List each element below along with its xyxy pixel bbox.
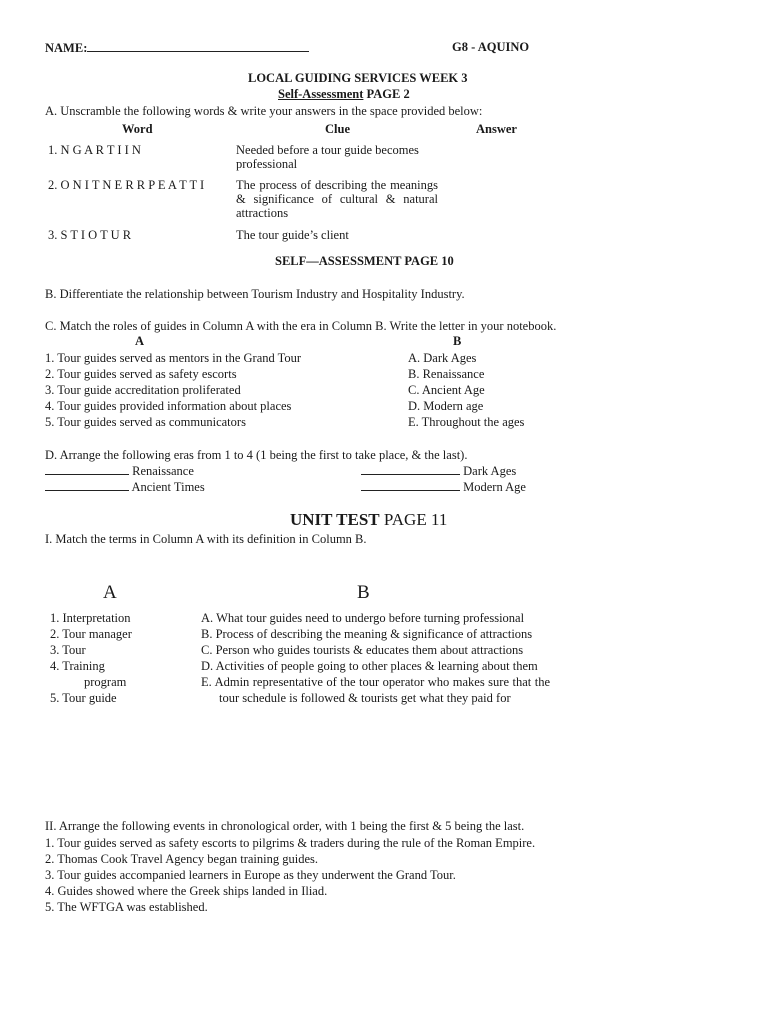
unit-test-title-page: PAGE 11 [379, 510, 448, 529]
era-label: Dark Ages [463, 464, 517, 478]
list-item: 1. Tour guides served as safety escorts to pilgrims & traders during the rule of the Roman Empire. [45, 836, 536, 850]
era-item-modern-age [361, 479, 526, 495]
unit-test-definitions [183, 610, 550, 706]
clue-2: The process of describing the meanings & significance of cultural & natural attractions [236, 178, 438, 220]
col-clue-header: Clue [325, 122, 350, 136]
unit-test-title-main: UNIT TEST [290, 510, 380, 529]
era-label: Modern Age [463, 480, 526, 494]
subtitle-underlined: Self-Assessment [278, 87, 364, 101]
definition-letter: C. [201, 643, 213, 657]
list-item: 2. Tour manager [50, 627, 132, 641]
list-item: 3. Tour guide accreditation proliferated [45, 383, 241, 397]
list-item: A. Dark Ages [408, 351, 477, 365]
subtitle-rest: PAGE 2 [363, 87, 410, 101]
list-item: C. Ancient Age [408, 383, 485, 397]
definition-letter: E. [201, 675, 212, 689]
col-answer-header: Answer [476, 122, 517, 136]
section-c-column-a [45, 350, 301, 430]
section-a-instruction: A. Unscramble the following words & write your answers in the space provided below: [45, 104, 483, 118]
definition-item [183, 674, 550, 706]
section-d-instruction: D. Arrange the following eras from 1 to 4 (1 being the first to take place, & the last). [45, 448, 468, 462]
definition-text: Admin representative of the tour operator who makes sure that the tour schedule is followed & tourists get what they paid for [214, 675, 550, 705]
unit-test-title [290, 510, 447, 530]
list-item: 3. Tour [50, 643, 86, 657]
unit-test-col-b: B [357, 582, 370, 603]
name-field [45, 40, 309, 56]
definition-item [183, 642, 550, 658]
era-label: Ancient Times [131, 480, 205, 494]
definition-letter: D. [201, 659, 214, 673]
definition-text: Person who guides tourists & educates them about attractions [215, 643, 524, 657]
definition-item [183, 626, 550, 642]
era-label: Renaissance [132, 464, 194, 478]
scramble-word-2: 2. O N I T N E R R P E A T T I [48, 178, 205, 192]
name-label: NAME: [45, 41, 88, 55]
list-item: program [84, 675, 127, 689]
doc-title: LOCAL GUIDING SERVICES WEEK 3 [248, 71, 468, 85]
answer-blank [361, 463, 460, 475]
definition-text: Activities of people going to other places & learning about them [215, 659, 538, 673]
unit-test-instruction: I. Match the terms in Column A with its definition in Column B. [45, 532, 367, 546]
unit-test-terms [50, 610, 132, 706]
era-item-renaissance [45, 463, 194, 479]
unit-test-col-a: A [103, 582, 117, 603]
section-b-instruction: B. Differentiate the relationship between Tourism Industry and Hospitality Industry. [45, 287, 465, 301]
list-item: E. Throughout the ages [408, 415, 525, 429]
answer-blank [361, 479, 460, 491]
list-item: 2. Tour guides served as safety escorts [45, 367, 237, 381]
self-assessment-10-heading: SELF—ASSESSMENT PAGE 10 [275, 254, 454, 268]
name-blank [87, 40, 309, 52]
scramble-word-1: 1. N G A R T I I N [48, 143, 141, 157]
list-item: 1. Tour guides served as mentors in the Grand Tour [45, 351, 302, 365]
list-item: 4. Training [50, 659, 105, 673]
list-item: B. Renaissance [408, 367, 485, 381]
col-word-header: Word [122, 122, 153, 136]
definition-text: Process of describing the meaning & significance of attractions [215, 627, 533, 641]
list-item: 5. Tour guide [50, 691, 117, 705]
clue-1: Needed before a tour guide becomes professional [236, 143, 419, 171]
definition-item [183, 658, 550, 674]
list-item: 5. Tour guides served as communicators [45, 415, 246, 429]
doc-subtitle [278, 87, 410, 102]
era-item-ancient-times [45, 479, 205, 495]
section-ii-instruction: II. Arrange the following events in chronological order, with 1 being the first & 5 being the last. [45, 819, 525, 833]
list-item: 5. The WFTGA was established. [45, 900, 208, 914]
definition-item [183, 610, 550, 626]
section-c-column-b [408, 350, 524, 430]
class-label: G8 - AQUINO [452, 40, 530, 54]
list-item: 4. Tour guides provided information about places [45, 399, 292, 413]
section-ii-events [45, 835, 535, 915]
definition-letter: B. [201, 627, 213, 641]
clue-3: The tour guide’s client [236, 228, 349, 242]
era-item-dark-ages [361, 463, 516, 479]
definition-letter: A. [201, 611, 214, 625]
answer-blank [45, 463, 129, 475]
list-item: 2. Thomas Cook Travel Agency began training guides. [45, 852, 319, 866]
section-c-instruction: C. Match the roles of guides in Column A with the era in Column B. Write the letter in your notebook. [45, 319, 557, 333]
answer-blank [45, 479, 129, 491]
scramble-word-3: 3. S T I O T U R [48, 228, 132, 242]
list-item: D. Modern age [408, 399, 484, 413]
definition-text: What tour guides need to undergo before turning professional [216, 611, 525, 625]
list-item: 4. Guides showed where the Greek ships landed in Iliad. [45, 884, 328, 898]
section-c-col-b: B [453, 334, 462, 348]
list-item: 1. Interpretation [50, 611, 131, 625]
section-c-col-a: A [135, 334, 145, 348]
list-item: 3. Tour guides accompanied learners in Europe as they underwent the Grand Tour. [45, 868, 456, 882]
